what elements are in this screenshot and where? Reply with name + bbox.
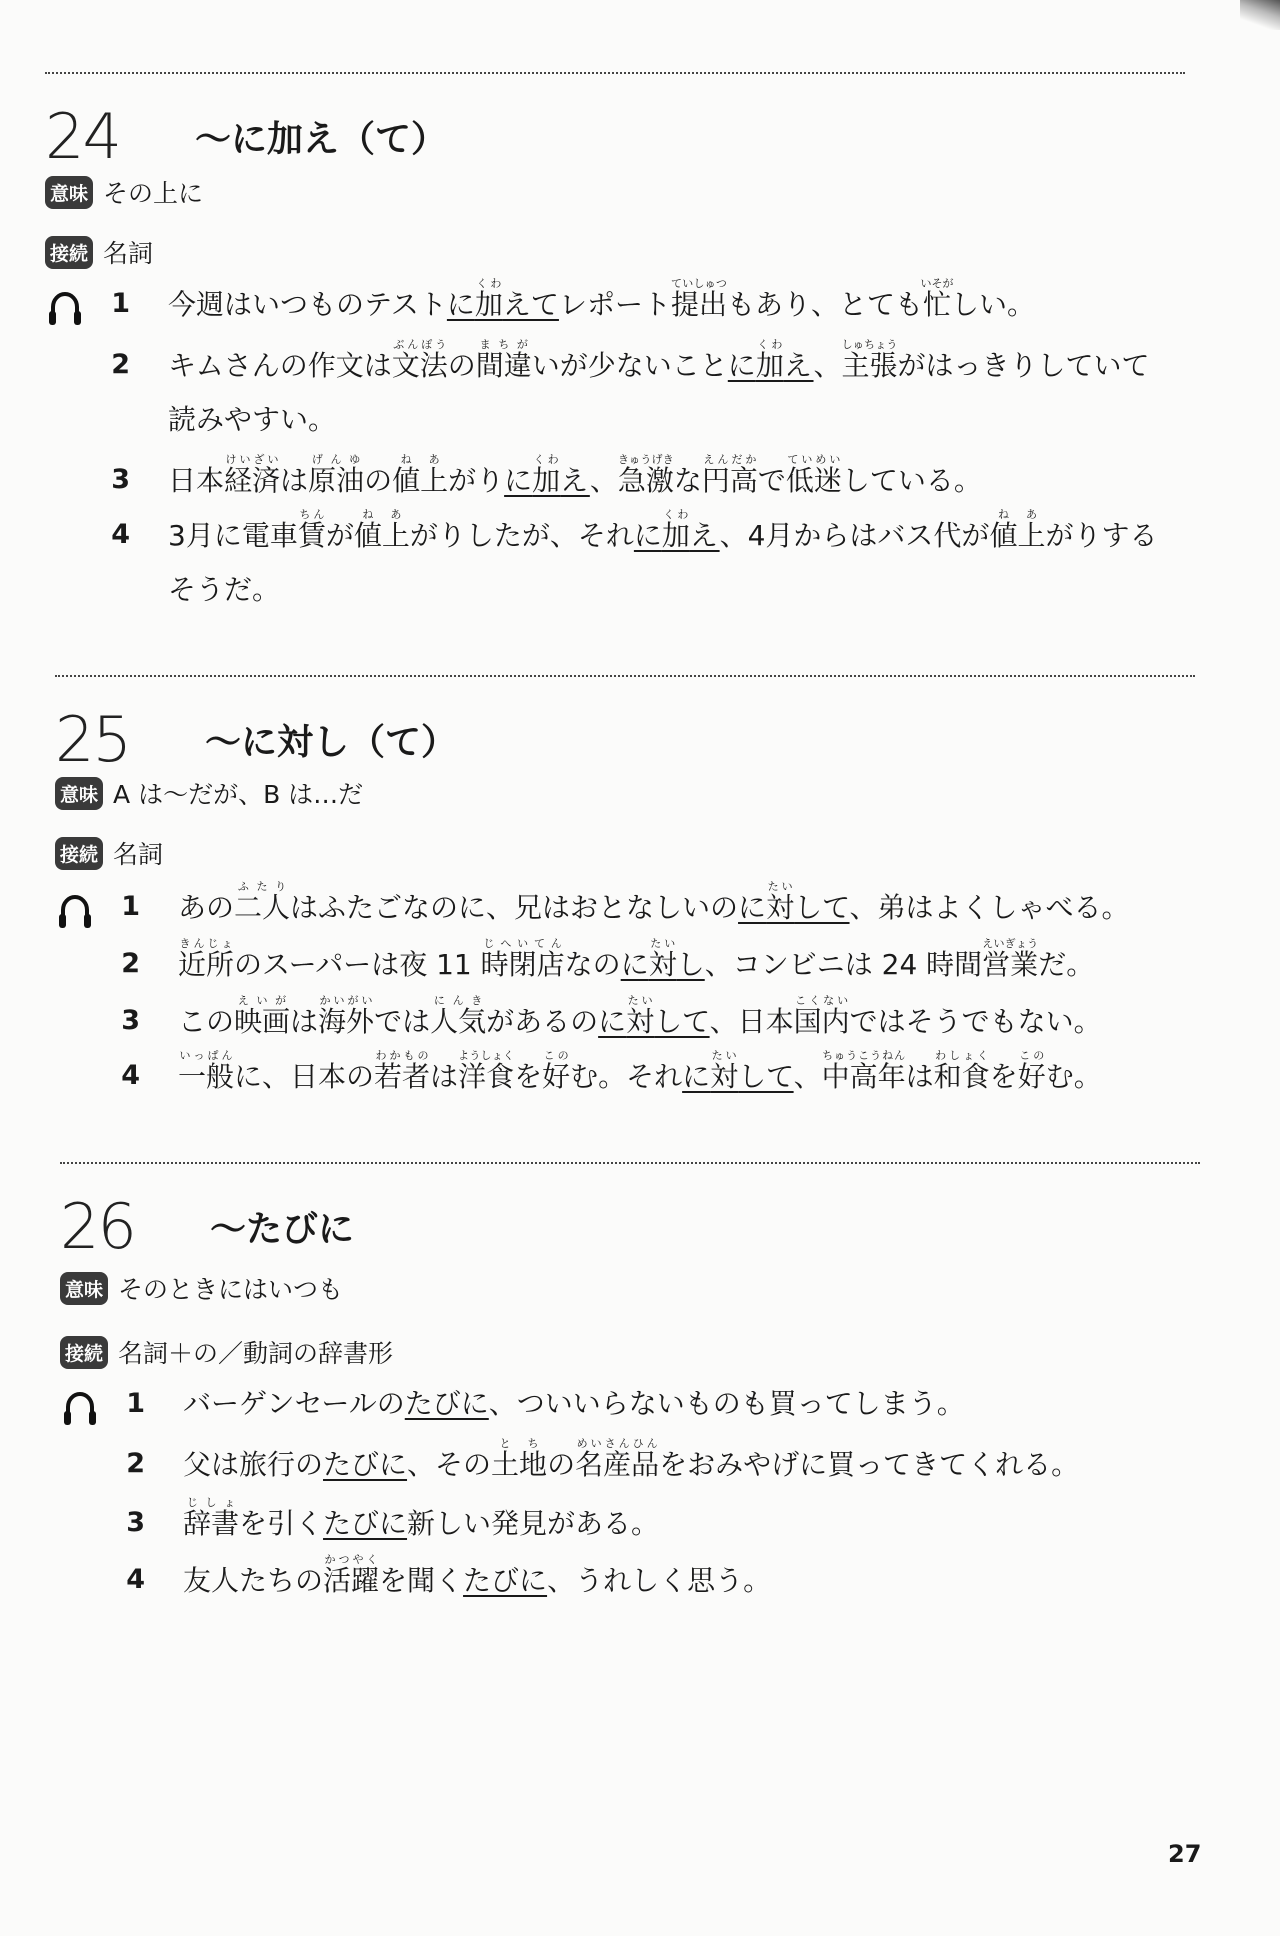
kanji: 対: [648, 948, 677, 981]
example-text: [183, 1496, 1183, 1551]
example-text: [178, 880, 1178, 935]
grammar-highlight-kanji: [648, 937, 677, 981]
kanji-with-furigana: [491, 1437, 548, 1481]
kanji-with-furigana: [920, 277, 954, 321]
kanji: 好: [1017, 1060, 1046, 1093]
furigana: いっぱん: [178, 1049, 235, 1062]
grammar-pattern-title: ～に加え（て）: [195, 118, 448, 160]
text-segment: 、4月からはバス代が: [719, 519, 990, 552]
text-segment: なの: [564, 948, 621, 981]
example-text: [168, 338, 1168, 447]
text-segment: がはっきりしていて読みやすい。: [168, 349, 1150, 436]
grammar-highlight-kanji: [755, 338, 784, 382]
text-segment: に、日本の: [234, 1060, 375, 1093]
kanji-with-furigana: [701, 453, 758, 497]
example-number: 3: [121, 1005, 140, 1036]
grammar-highlight: に: [633, 519, 662, 552]
text-segment: もあり、とても: [726, 288, 923, 321]
kanji-with-furigana: [458, 1049, 515, 1093]
text-segment: だ。: [1038, 948, 1095, 981]
text-segment: は: [290, 1005, 319, 1038]
text-segment: この: [178, 1005, 235, 1038]
text-segment: を引く: [239, 1507, 324, 1540]
kanji: 好: [542, 1060, 571, 1093]
grammar-highlight: え: [783, 349, 814, 382]
kanji-with-furigana: [793, 994, 850, 1038]
text-segment: は: [280, 464, 309, 497]
text-segment: があるの: [486, 1005, 599, 1038]
kanji-with-furigana: [297, 508, 326, 552]
headphones-audio-icon[interactable]: [57, 890, 93, 930]
grammar-highlight-kanji: [532, 453, 561, 497]
example-text: [168, 508, 1168, 617]
furigana: まちが: [475, 338, 532, 351]
text-segment: を聞く: [379, 1564, 464, 1597]
furigana: くわ: [755, 338, 784, 351]
text-segment: レポート: [558, 288, 671, 321]
kanji: 若者: [374, 1060, 431, 1093]
furigana: けいざい: [224, 453, 281, 466]
grammar-highlight: して: [738, 1060, 794, 1093]
kanji-with-furigana: [318, 994, 375, 1038]
text-segment: 日本: [168, 464, 225, 497]
text-segment: を: [514, 1060, 543, 1093]
example-sentence: [45, 277, 1168, 332]
kanji: 近所: [178, 948, 235, 981]
kanji: 加: [532, 464, 561, 497]
grammar-highlight: に: [727, 349, 756, 382]
kanji-with-furigana: [617, 453, 674, 497]
example-number: 3: [111, 464, 130, 495]
furigana: くわ: [474, 277, 503, 290]
grammar-highlight: して: [654, 1005, 710, 1038]
section-header: [55, 703, 457, 775]
connection-text: 名詞＋の／動詞の辞書形: [118, 1339, 394, 1368]
grammar-highlight: に: [504, 464, 533, 497]
example-sentence: [45, 453, 1168, 508]
kanji-with-furigana: [670, 277, 727, 321]
kanji-with-furigana: [391, 338, 448, 382]
example-text: [183, 1377, 1183, 1431]
furigana: たい: [710, 1049, 739, 1062]
example-number: 2: [126, 1448, 145, 1479]
connection-text: 名詞: [113, 840, 164, 869]
furigana: にんき: [430, 994, 487, 1007]
section-header: [60, 1190, 354, 1262]
example-list: [55, 880, 1178, 1104]
furigana: ちゅうこうねん: [821, 1049, 906, 1062]
kanji: 名産品: [575, 1448, 660, 1481]
grammar-pattern-title: ～に対し（て）: [205, 721, 458, 763]
kanji-with-furigana: [542, 1049, 571, 1093]
meaning-row: [45, 174, 203, 210]
kanji: 文法: [391, 349, 448, 382]
connection-badge: 接続: [45, 236, 93, 269]
kanji-with-furigana: [323, 1553, 380, 1597]
kanji: 海外: [318, 1005, 375, 1038]
furigana: ていしゅつ: [670, 277, 727, 290]
furigana: きゅうげき: [617, 453, 674, 466]
kanji: 値上: [392, 464, 449, 497]
kanji-with-furigana: [234, 994, 291, 1038]
kanji: 低迷: [785, 464, 842, 497]
example-text: [183, 1437, 1183, 1492]
text-segment: 今週はいつものテスト: [168, 288, 447, 321]
meaning-badge: 意味: [55, 777, 103, 810]
kanji: 対: [626, 1005, 655, 1038]
example-sentence: [60, 1437, 1183, 1492]
furigana: ようしょく: [458, 1049, 515, 1062]
grammar-highlight: し: [676, 948, 705, 981]
connection-text: 名詞: [103, 239, 154, 268]
text-segment: を: [989, 1060, 1018, 1093]
furigana: ちん: [297, 508, 326, 521]
kanji: 経済: [224, 464, 281, 497]
meaning-badge: 意味: [45, 176, 93, 209]
kanji-with-furigana: [841, 338, 898, 382]
text-segment: のスーパーは夜 11: [234, 948, 481, 981]
kanji-with-furigana: [785, 453, 842, 497]
kanji: 土地: [491, 1448, 548, 1481]
kanji-with-furigana: [178, 1049, 235, 1093]
text-segment: な: [673, 464, 702, 497]
connection-badge: 接続: [55, 837, 103, 870]
text-segment: の: [364, 464, 393, 497]
text-segment: しい。: [951, 288, 1036, 321]
kanji-with-furigana: [353, 508, 410, 552]
example-list: [60, 1377, 1183, 1608]
kanji: 国内: [793, 1005, 850, 1038]
example-number: 4: [111, 519, 130, 550]
kanji: 一般: [178, 1060, 235, 1093]
example-number: 3: [126, 1507, 145, 1538]
connection-row: [45, 234, 153, 270]
grammar-highlight: たびに: [463, 1564, 548, 1597]
furigana: わかもの: [374, 1049, 431, 1062]
grammar-highlight: え: [560, 464, 590, 497]
connection-badge: 接続: [60, 1336, 108, 1369]
connection-row: [60, 1334, 393, 1370]
example-sentence: [45, 338, 1168, 447]
text-segment: ではそうでもない。: [849, 1005, 1102, 1038]
kanji: 賃: [297, 519, 326, 552]
furigana: えんだか: [701, 453, 758, 466]
page-number: 27: [1168, 1840, 1202, 1868]
furigana: たい: [648, 937, 677, 950]
text-segment: 、ついいらないものも買ってしまう。: [488, 1387, 965, 1420]
kanji: 円高: [701, 464, 758, 497]
text-segment: む。それ: [570, 1060, 683, 1093]
grammar-highlight: えて: [502, 288, 559, 321]
example-number: 2: [111, 349, 130, 380]
text-segment: 、うれしく思う。: [547, 1564, 772, 1597]
kanji-with-furigana: [575, 1437, 660, 1481]
furigana: くわ: [661, 508, 690, 521]
example-sentence: [55, 880, 1178, 935]
page-corner-shadow: [1240, 0, 1280, 30]
grammar-pattern-title: ～たびに: [210, 1208, 355, 1250]
text-segment: 友人たちの: [183, 1564, 324, 1597]
kanji-with-furigana: [234, 880, 291, 924]
grammar-highlight: え: [689, 519, 720, 552]
kanji: 映画: [234, 1005, 291, 1038]
furigana: たい: [626, 994, 655, 1007]
text-segment: では: [374, 1005, 431, 1038]
dotted-divider: [55, 675, 1195, 677]
grammar-section-24: [45, 72, 1225, 606]
example-number: 2: [121, 948, 140, 979]
headphones-audio-icon[interactable]: [62, 1387, 98, 1427]
meaning-text: その上に: [103, 179, 204, 208]
furigana: この: [542, 1049, 571, 1062]
dotted-divider: [45, 72, 1185, 74]
furigana: かつやく: [323, 1553, 380, 1566]
furigana: えいぎょう: [982, 937, 1039, 950]
text-segment: は: [905, 1060, 934, 1093]
grammar-highlight: して: [794, 891, 850, 924]
example-number: 1: [126, 1388, 145, 1419]
grammar-highlight: たびに: [323, 1448, 408, 1481]
meaning-badge: 意味: [60, 1272, 108, 1305]
text-segment: で: [757, 464, 786, 497]
text-segment: 新しい発見がある。: [407, 1507, 660, 1540]
furigana: げんゆ: [308, 453, 365, 466]
kanji: 辞書: [183, 1507, 240, 1540]
kanji: 二人: [234, 891, 291, 924]
furigana: ふたり: [234, 880, 291, 893]
text-segment: をおみやげに買ってきてくれる。: [659, 1448, 1080, 1481]
furigana: ぶんぽう: [391, 338, 448, 351]
kanji: 洋食: [458, 1060, 515, 1093]
grammar-highlight: に: [598, 1005, 627, 1038]
example-text: [178, 937, 1178, 992]
kanji: 急激: [617, 464, 674, 497]
kanji: 主張: [841, 349, 898, 382]
example-text: [178, 994, 1178, 1049]
example-sentence: [60, 1553, 1183, 1608]
furigana: とち: [491, 1437, 548, 1450]
grammar-section-26: [60, 1162, 1240, 1597]
kanji-with-furigana: [224, 453, 281, 497]
kanji-with-furigana: [933, 1049, 990, 1093]
kanji: 忙: [920, 288, 954, 321]
example-text: [178, 1049, 1178, 1104]
text-segment: の: [547, 1448, 576, 1481]
kanji-with-furigana: [178, 937, 235, 981]
text-segment: の: [447, 349, 476, 382]
grammar-section-25: [55, 675, 1235, 1093]
furigana: ねあ: [353, 508, 410, 521]
kanji: 対: [710, 1060, 739, 1093]
text-segment: 、その: [407, 1448, 492, 1481]
example-text: [168, 453, 1168, 508]
example-number: 1: [121, 891, 140, 922]
text-segment: 3月に電車: [168, 519, 298, 552]
kanji: 時閉店: [480, 948, 565, 981]
text-segment: キムさんの作文は: [168, 349, 392, 382]
kanji-with-furigana: [183, 1496, 240, 1540]
furigana: ていめい: [785, 453, 842, 466]
furigana: きんじょ: [178, 937, 235, 950]
text-segment: 、: [793, 1060, 822, 1093]
kanji-with-furigana: [982, 937, 1039, 981]
example-sentence: [55, 1049, 1178, 1104]
meaning-row: [55, 775, 363, 811]
grammar-highlight: に: [620, 948, 649, 981]
text-segment: がりしたが、それ: [409, 519, 634, 552]
text-segment: がり: [448, 464, 505, 497]
grammar-highlight: たびに: [404, 1387, 489, 1420]
example-sentence: [55, 937, 1178, 992]
furigana: いそが: [920, 277, 954, 290]
example-sentence: [60, 1377, 1183, 1431]
text-segment: 、弟はよくしゃべる。: [849, 891, 1130, 924]
kanji-with-furigana: [475, 338, 532, 382]
kanji: 提出: [670, 288, 727, 321]
kanji: 対: [766, 891, 795, 924]
text-segment: 、: [589, 464, 618, 497]
grammar-highlight-kanji: [766, 880, 795, 924]
grammar-highlight: に: [682, 1060, 711, 1093]
text-segment: は: [430, 1060, 459, 1093]
kanji: 中高年: [821, 1060, 906, 1093]
text-segment: がりするそうだ。: [168, 519, 1158, 606]
connection-row: [55, 835, 163, 871]
kanji: 人気: [430, 1005, 487, 1038]
kanji-with-furigana: [308, 453, 365, 497]
kanji-with-furigana: [392, 453, 449, 497]
furigana: めいさんひん: [575, 1437, 660, 1450]
meaning-row: [60, 1270, 343, 1306]
example-text: [183, 1553, 1183, 1608]
text-segment: いが少ないこと: [531, 349, 728, 382]
example-sentence: [60, 1496, 1183, 1551]
kanji: 加: [474, 288, 503, 321]
example-number: 1: [111, 288, 130, 319]
example-text: [168, 277, 1168, 332]
furigana: くわ: [532, 453, 561, 466]
text-segment: している。: [841, 464, 982, 497]
furigana: ねあ: [989, 508, 1046, 521]
grammar-highlight-kanji: [474, 277, 503, 321]
example-number: 4: [126, 1564, 145, 1595]
furigana: この: [1017, 1049, 1046, 1062]
grammar-highlight: に: [446, 288, 475, 321]
furigana: えいが: [234, 994, 291, 1007]
furigana: わしょく: [933, 1049, 990, 1062]
kanji-with-furigana: [989, 508, 1046, 552]
kanji-with-furigana: [821, 1049, 906, 1093]
meaning-text: そのときにはいつも: [118, 1275, 344, 1304]
furigana: じしょ: [183, 1496, 239, 1509]
headphones-audio-icon[interactable]: [47, 287, 83, 327]
text-segment: む。: [1045, 1060, 1102, 1093]
example-sentence: [45, 508, 1168, 617]
grammar-highlight-kanji: [661, 508, 690, 552]
text-segment: はふたごなのに、兄はおとなしいの: [290, 891, 739, 924]
text-segment: が: [325, 519, 354, 552]
text-segment: あの: [178, 891, 235, 924]
kanji: 加: [755, 349, 784, 382]
section-number: 24: [45, 99, 120, 173]
example-number: 4: [121, 1060, 140, 1091]
furigana: こくない: [793, 994, 850, 1007]
example-list: [45, 277, 1168, 617]
kanji-with-furigana: [480, 937, 565, 981]
grammar-highlight: たびに: [323, 1507, 408, 1540]
section-number: 25: [55, 702, 130, 776]
kanji: 間違: [475, 349, 532, 382]
meaning-text: A は～だが、B は…だ: [113, 780, 364, 809]
furigana: しゅちょう: [841, 338, 898, 351]
grammar-highlight-kanji: [626, 994, 655, 1038]
kanji: 値上: [353, 519, 410, 552]
section-header: [45, 100, 447, 172]
text-segment: 、: [813, 349, 842, 382]
furigana: たい: [766, 880, 795, 893]
kanji: 営業: [982, 948, 1039, 981]
text-segment: 、コンビニは 24 時間: [704, 948, 983, 981]
section-number: 26: [60, 1189, 135, 1263]
kanji-with-furigana: [374, 1049, 431, 1093]
text-segment: バーゲンセールの: [183, 1387, 405, 1420]
kanji: 加: [661, 519, 690, 552]
kanji: 原油: [308, 464, 365, 497]
kanji: 和食: [933, 1060, 990, 1093]
grammar-highlight: に: [738, 891, 767, 924]
text-segment: 父は旅行の: [183, 1448, 324, 1481]
example-sentence: [55, 994, 1178, 1049]
kanji-with-furigana: [430, 994, 487, 1038]
furigana: じへいてん: [480, 937, 565, 950]
grammar-highlight-kanji: [710, 1049, 739, 1093]
furigana: ねあ: [392, 453, 449, 466]
furigana: かいがい: [318, 994, 375, 1007]
text-segment: 、日本: [709, 1005, 794, 1038]
kanji: 値上: [989, 519, 1046, 552]
dotted-divider: [60, 1162, 1200, 1164]
kanji-with-furigana: [1017, 1049, 1046, 1093]
kanji: 活躍: [323, 1564, 380, 1597]
